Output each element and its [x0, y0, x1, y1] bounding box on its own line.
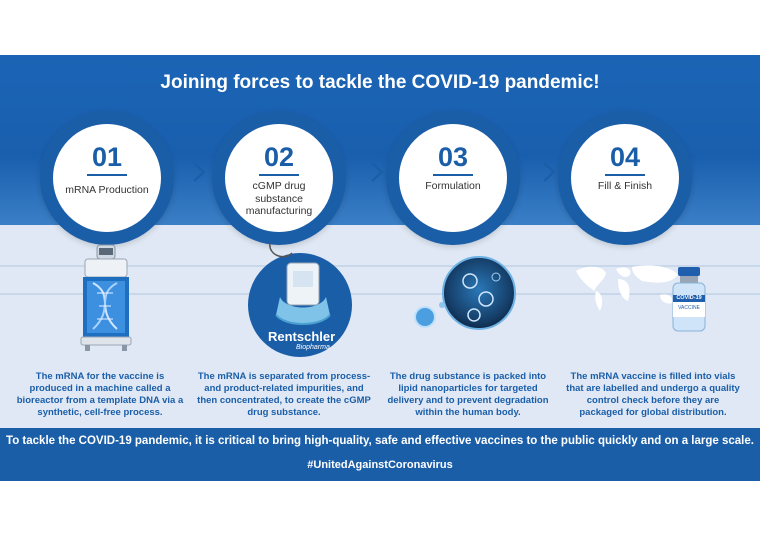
step-description-4: The mRNA vaccine is filled into vials that are labelled and undergo a quality control check before they are packaged for global distribution.	[566, 371, 740, 418]
step-number: 01	[91, 142, 123, 172]
step-description-3: The drug substance is packed into lipid nanoparticles for targeted delivery and to prevent degradation within the human body.	[387, 371, 549, 418]
footer-band	[0, 428, 760, 481]
company-logo-sub: Biopharma	[296, 344, 330, 351]
chevron-right-icon	[369, 161, 385, 183]
chevron-right-icon	[191, 161, 207, 183]
divider	[259, 174, 299, 176]
step-label: Fill & Finish	[597, 180, 653, 192]
step-description-2: The mRNA is separated from process- and product-related impurities, and then concentrated, to create the cGMP drug substance.	[197, 371, 371, 418]
vial-label-line2: VACCINE	[678, 305, 700, 311]
step-circle-2	[212, 111, 346, 245]
step-number: 04	[609, 142, 641, 172]
bioreactor-icon	[75, 243, 137, 353]
step-number: 03	[437, 142, 469, 172]
step-label: cGMP drug substance manufacturing	[245, 180, 313, 217]
step-circle-4	[558, 111, 692, 245]
step-label: mRNA Production	[65, 184, 149, 196]
chevron-right-icon	[541, 161, 557, 183]
divider	[605, 174, 645, 176]
company-logo-name: Rentschler	[268, 329, 336, 344]
nanoparticle-icon	[412, 255, 524, 335]
footer-message: To tackle the COVID-19 pandemic, it is critical to bring high-quality, safe and effective vaccines to the public quickly and on a large scale.	[6, 435, 754, 447]
step-circle-1	[40, 111, 174, 245]
infographic-panel	[0, 55, 760, 481]
step-number: 02	[263, 142, 295, 172]
page-title: Joining forces to tackle the COVID-19 pandemic!	[160, 72, 600, 93]
divider	[87, 174, 127, 176]
step-circle-3	[386, 111, 520, 245]
step-label: Formulation	[425, 180, 481, 192]
hashtag: #UnitedAgainstCoronavirus	[307, 459, 453, 471]
step-description-1: The mRNA for the vaccine is produced in a machine called a bioreactor from a template DNA via a synthetic, cell-free process.	[16, 371, 184, 418]
vial-label-line1: COVID-19	[676, 295, 702, 301]
world-map-icon	[572, 261, 682, 313]
divider	[433, 174, 473, 176]
